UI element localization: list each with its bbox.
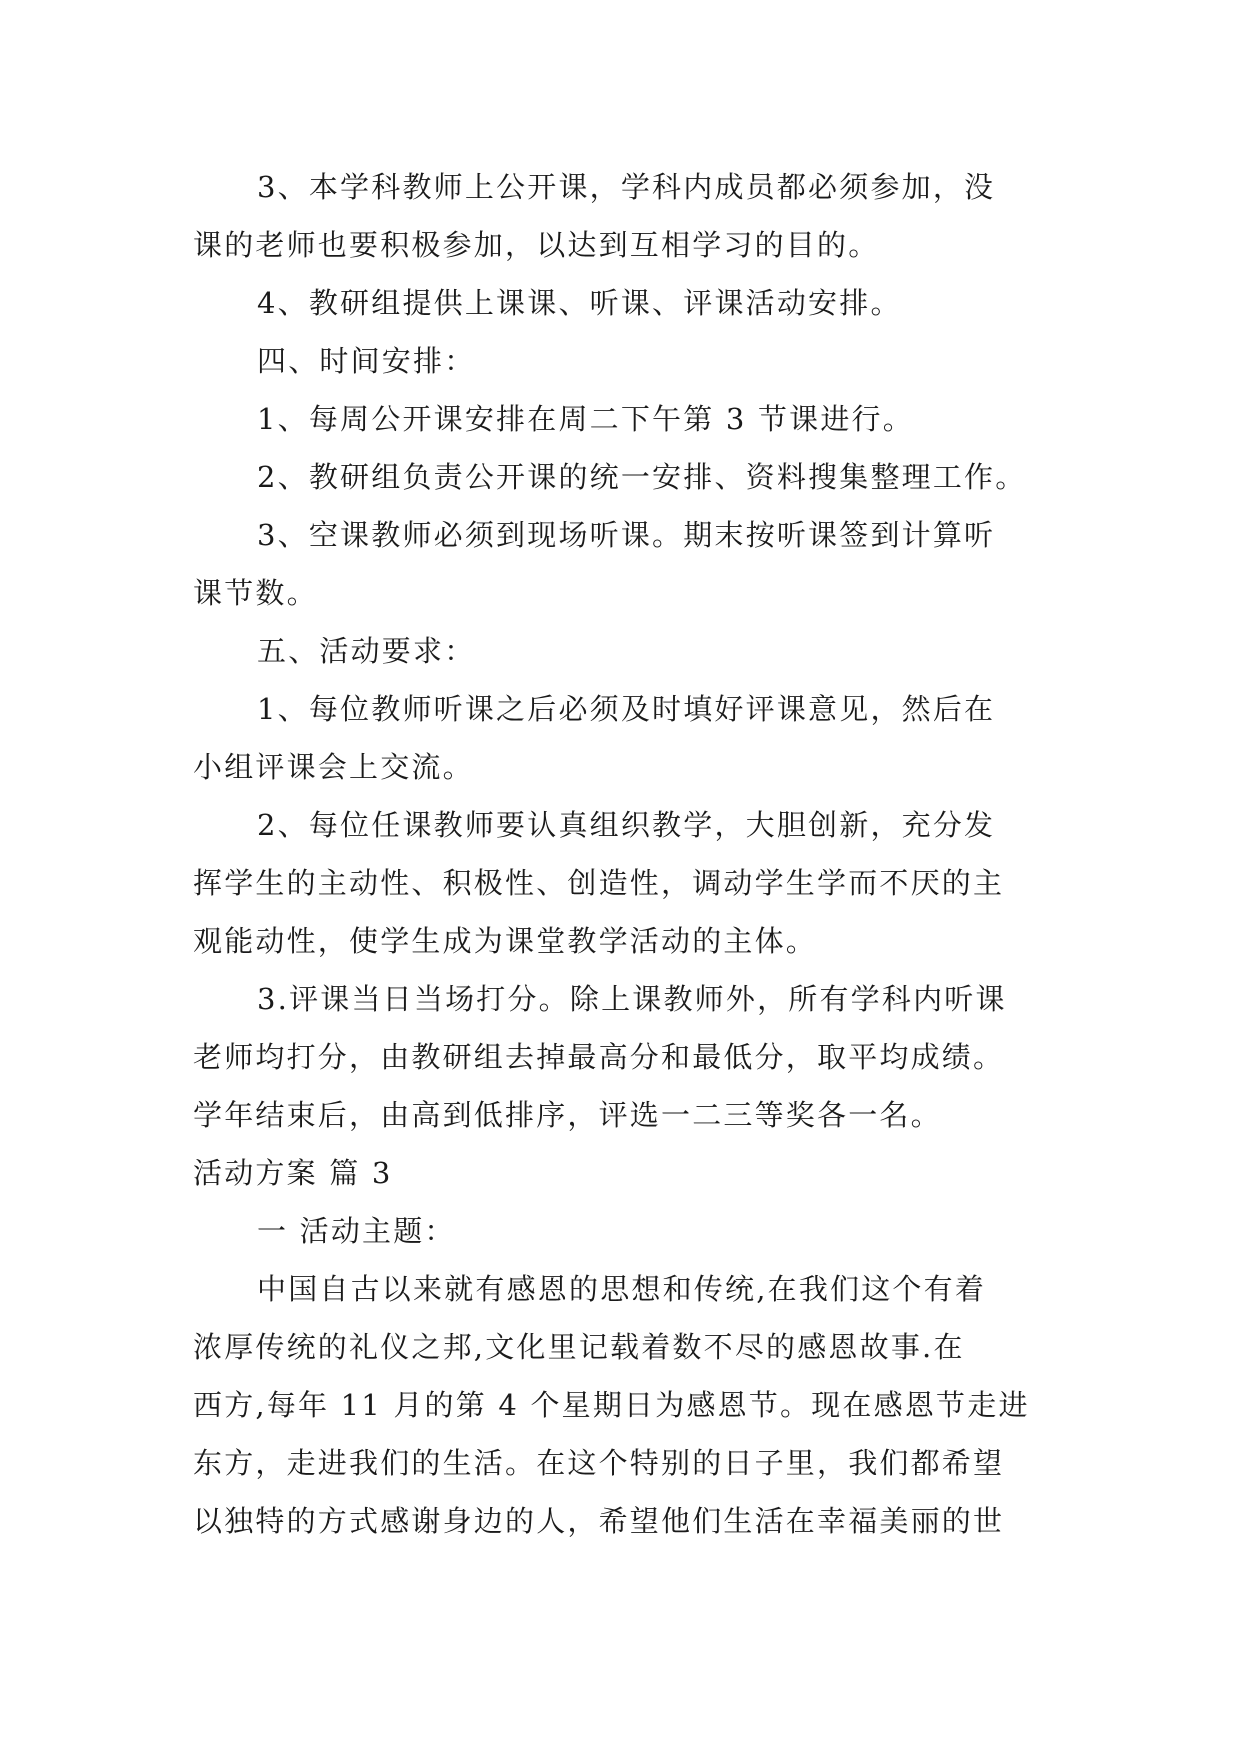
paragraph-line: 4、教研组提供上课课、听课、评课活动安排。	[257, 286, 902, 320]
article-heading: 活动方案 篇 3	[193, 1156, 393, 1190]
paragraph-line: 西方,每年 11 月的第 4 个星期日为感恩节。现在感恩节走进	[193, 1388, 1030, 1422]
paragraph-line: 学年结束后，由高到低排序，评选一二三等奖各一名。	[193, 1098, 942, 1132]
paragraph-line: 2、每位任课教师要认真组织教学，大胆创新，充分发	[257, 808, 996, 842]
paragraph-line: 课节数。	[193, 576, 318, 610]
paragraph-line: 观能动性，使学生成为课堂教学活动的主体。	[193, 924, 818, 958]
paragraph-line: 中国自古以来就有感恩的思想和传统,在我们这个有着	[257, 1272, 987, 1306]
paragraph-line: 2、教研组负责公开课的统一安排、资料搜集整理工作。	[257, 460, 1027, 494]
paragraph-line: 浓厚传统的礼仪之邦,文化里记载着数不尽的感恩故事.在	[193, 1330, 965, 1364]
paragraph-line: 课的老师也要积极参加，以达到互相学习的目的。	[193, 228, 880, 262]
paragraph-line: 1、每周公开课安排在周二下午第 3 节课进行。	[257, 402, 914, 436]
document-body	[193, 158, 1063, 1550]
paragraph-line: 挥学生的主动性、积极性、创造性，调动学生学而不厌的主	[193, 866, 1005, 900]
paragraph-line: 3、空课教师必须到现场听课。期末按听课签到计算听	[257, 518, 996, 552]
section-heading: 五、活动要求：	[257, 634, 476, 668]
paragraph-line: 1、每位教师听课之后必须及时填好评课意见，然后在	[257, 692, 996, 726]
paragraph-line: 以独特的方式感谢身边的人，希望他们生活在幸福美丽的世	[193, 1504, 1005, 1538]
section-heading: 四、时间安排：	[257, 344, 476, 378]
paragraph-line: 东方，走进我们的生活。在这个特别的日子里，我们都希望	[193, 1446, 1005, 1480]
section-heading: 一 活动主题：	[257, 1214, 456, 1248]
paragraph-line: 3、本学科教师上公开课，学科内成员都必须参加，没	[257, 170, 996, 204]
paragraph-line: 老师均打分，由教研组去掉最高分和最低分，取平均成绩。	[193, 1040, 1005, 1074]
paragraph-line: 3.评课当日当场打分。除上课教师外，所有学科内听课	[257, 982, 1007, 1016]
paragraph-line: 小组评课会上交流。	[193, 750, 474, 784]
